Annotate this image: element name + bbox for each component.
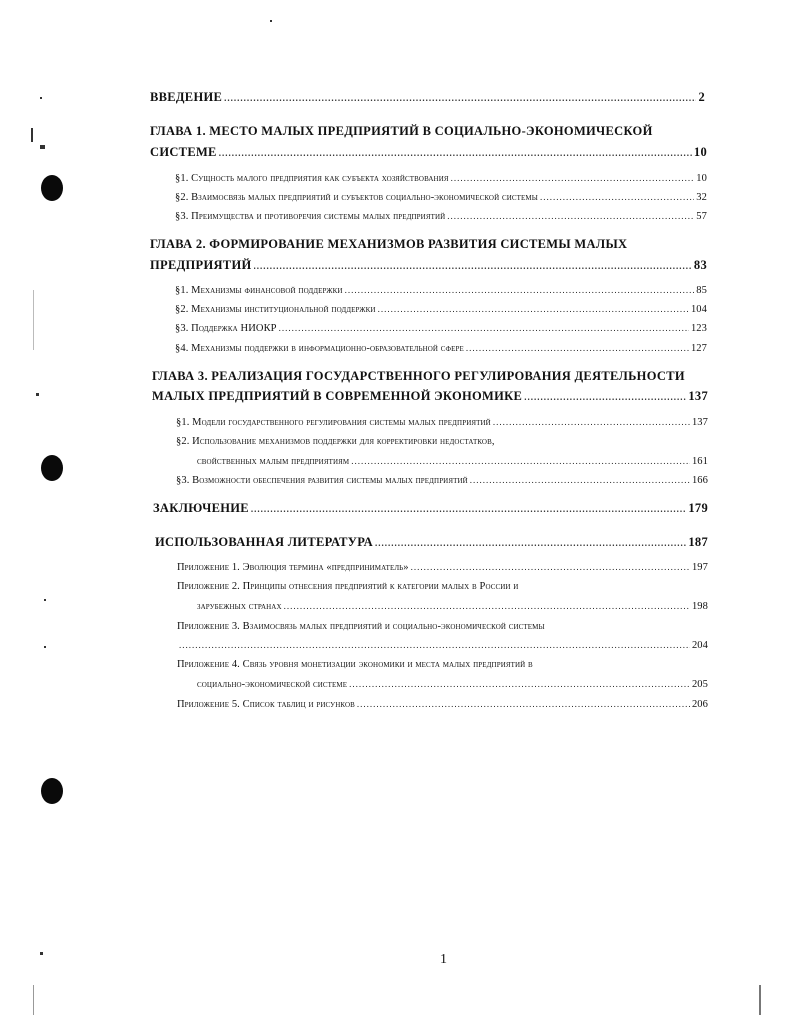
toc-literature	[155, 535, 708, 550]
toc-page-number: 206	[691, 699, 708, 710]
toc-entry-label: §3. Поддержка НИОКР	[175, 323, 277, 334]
toc-entry-label: социально-экономической системе	[197, 679, 348, 690]
toc-page-number: 137	[688, 389, 708, 403]
dot-leader	[254, 261, 692, 271]
toc-entry-label: ВВЕДЕНИЕ	[150, 90, 223, 104]
toc-entry-label: §3. Преимущества и противоречия системы малых предприятий	[175, 211, 446, 222]
toc-section	[175, 285, 707, 296]
dot-leader	[447, 211, 694, 221]
dot-leader	[378, 304, 689, 314]
toc-appendix-line1: Приложение 2. Принципы отнесения предприятий к категории малых в России и	[177, 581, 519, 592]
chapter-2-title: ГЛАВА 2. ФОРМИРОВАНИЕ МЕХАНИЗМОВ РАЗВИТИЯ СИСТЕМЫ МАЛЫХ	[150, 237, 628, 251]
toc-section	[175, 304, 707, 315]
toc-page-number: 197	[691, 562, 708, 573]
toc-page-number: 166	[691, 475, 708, 486]
toc-page-number: 2	[698, 90, 705, 104]
dot-leader	[251, 504, 686, 514]
toc-appendix	[177, 640, 708, 651]
page-number: 1	[440, 952, 447, 967]
dot-leader	[470, 475, 690, 485]
toc-entry-label: §2. Взаимосвязь малых предприятий и субъектов социально-экономической системы	[175, 192, 538, 203]
toc-section-line1: §2. Использование механизмов поддержки для корректировки недостатков,	[176, 436, 495, 447]
toc-appendix	[177, 699, 708, 710]
toc-page-number: 187	[688, 535, 708, 549]
toc-section	[176, 475, 708, 486]
toc-appendix-line1: Приложение 3. Взаимосвязь малых предприятий и социально-экономической системы	[177, 621, 545, 632]
toc-entry-label: §2. Механизмы институциональной поддержки	[175, 304, 376, 315]
toc-page-number: 204	[691, 640, 708, 651]
toc-page-number: 205	[691, 679, 708, 690]
dot-leader	[179, 640, 690, 650]
toc-section	[175, 173, 707, 184]
toc-section	[175, 192, 707, 203]
toc-appendix	[197, 679, 708, 690]
toc-page-number: 123	[690, 323, 707, 334]
toc-appendix	[197, 601, 708, 612]
dot-leader	[357, 699, 690, 709]
toc-section	[175, 211, 707, 222]
toc-entry-label: МАЛЫХ ПРЕДПРИЯТИЙ В СОВРЕМЕННОЙ ЭКОНОМИКЕ	[152, 389, 523, 403]
dot-leader	[493, 417, 690, 427]
toc-entry-label: ЗАКЛЮЧЕНИЕ	[153, 501, 249, 515]
toc-entry-label: Приложение 1. Эволюция термина «предприниматель»	[177, 562, 409, 573]
dot-leader	[375, 538, 686, 548]
chapter-1-title: ГЛАВА 1. МЕСТО МАЛЫХ ПРЕДПРИЯТИЙ В СОЦИАЛЬНО-ЭКОНОМИЧЕСКОЙ	[150, 124, 653, 138]
toc-page-number: 127	[690, 343, 707, 354]
dot-leader	[284, 601, 690, 611]
toc-page-number: 104	[690, 304, 707, 315]
toc-entry-label: зарубежных странах	[197, 601, 282, 612]
toc-section	[175, 343, 707, 354]
dot-leader	[411, 562, 690, 572]
toc-entry-label: Приложение 5. Список таблиц и рисунков	[177, 699, 355, 710]
dot-leader	[345, 285, 695, 295]
dot-leader	[224, 93, 696, 103]
toc-page-number: 179	[688, 501, 708, 515]
dot-leader	[540, 192, 694, 202]
toc-entry-label: §1. Сущность малого предприятия как субъекта хозяйствования	[175, 173, 449, 184]
toc-page-number: 85	[696, 285, 707, 296]
dot-leader	[279, 323, 689, 333]
toc-entry-label: §1. Механизмы финансовой поддержки	[175, 285, 343, 296]
toc-page-number: 10	[696, 173, 707, 184]
toc-entry-label: §3. Возможности обеспечения развития системы малых предприятий	[176, 475, 468, 486]
toc-section	[197, 456, 708, 467]
toc-appendix	[177, 562, 708, 573]
toc-appendix-line1: Приложение 4. Связь уровня монетизации экономики и места малых предприятий в	[177, 659, 533, 670]
toc-page-number: 32	[696, 192, 707, 203]
toc-page-number: 198	[691, 601, 708, 612]
toc-entry-label: ПРЕДПРИЯТИЙ	[150, 258, 252, 272]
toc-page-number: 10	[693, 145, 707, 159]
toc-page-number: 83	[693, 258, 707, 272]
toc-page-number: 161	[691, 456, 708, 467]
toc-chapter-1	[150, 145, 707, 160]
dot-leader	[524, 392, 686, 402]
chapter-3-title: ГЛАВА 3. РЕАЛИЗАЦИЯ ГОСУДАРСТВЕННОГО РЕГУЛИРОВАНИЯ ДЕЯТЕЛЬНОСТИ	[152, 369, 685, 383]
toc-page-number: 57	[696, 211, 707, 222]
dot-leader	[466, 343, 689, 353]
toc-chapter-2	[150, 258, 707, 273]
toc-entry-label: свойственных малым предприятиям	[197, 456, 350, 467]
toc-intro	[150, 90, 705, 105]
dot-leader	[351, 456, 690, 466]
dot-leader	[451, 173, 695, 183]
toc-section	[176, 417, 708, 428]
toc-page-number: 137	[691, 417, 708, 428]
dot-leader	[349, 679, 690, 689]
toc-chapter-3	[152, 389, 708, 404]
toc-section	[175, 323, 707, 334]
toc-entry-label: §1. Модели государственного регулирования системы малых предприятий	[176, 417, 491, 428]
dot-leader	[219, 148, 692, 158]
toc-entry-label: ИСПОЛЬЗОВАННАЯ ЛИТЕРАТУРА	[155, 535, 373, 549]
toc-entry-label: СИСТЕМЕ	[150, 145, 217, 159]
toc-conclusion	[153, 501, 708, 516]
toc-entry-label: §4. Механизмы поддержки в информационно-образовательной сфере	[175, 343, 464, 354]
